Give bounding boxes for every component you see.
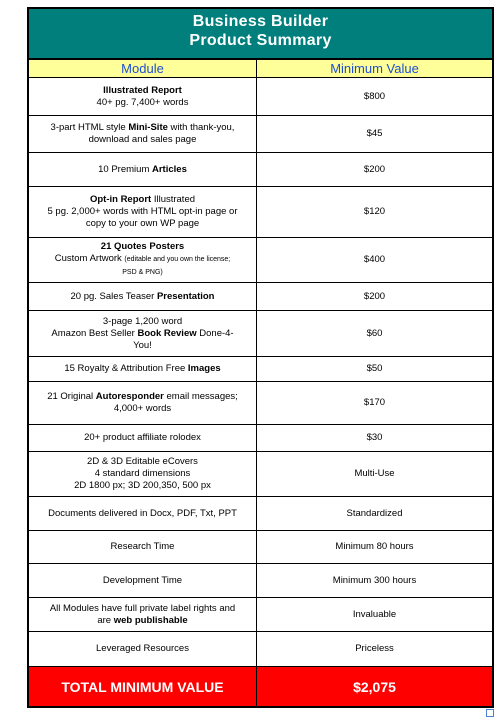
value-cell: $60 bbox=[366, 327, 383, 339]
table-row bbox=[29, 116, 492, 153]
module-text-line bbox=[37, 316, 248, 328]
value-cell: Priceless bbox=[355, 643, 394, 654]
module-text-segment: Book Review bbox=[137, 327, 197, 339]
module-text-segment: Illustrated bbox=[151, 194, 196, 205]
value-cell: $30 bbox=[366, 432, 383, 443]
module-text-segment: 4 standard dimensions bbox=[94, 468, 191, 479]
table-row bbox=[29, 311, 492, 357]
module-text-line bbox=[37, 391, 248, 403]
module-text-line bbox=[37, 575, 248, 587]
module-text-segment: 20 pg. Sales Teaser bbox=[70, 290, 157, 302]
module-text-line bbox=[37, 456, 248, 468]
module-text-line bbox=[37, 508, 248, 520]
module-cell bbox=[29, 357, 257, 381]
title-line-2: Product Summary bbox=[189, 32, 332, 49]
module-cell bbox=[29, 187, 257, 237]
module-text-segment: 3-part HTML style bbox=[50, 122, 129, 133]
module-text-segment: Illustrated Report bbox=[103, 84, 182, 96]
module-text-segment: web publishable bbox=[113, 614, 188, 626]
table-row bbox=[29, 153, 492, 187]
module-cell bbox=[29, 497, 257, 530]
module-text-segment: Opt-in Report bbox=[89, 194, 152, 205]
module-cell bbox=[29, 78, 257, 115]
module-text-segment: You! bbox=[133, 339, 152, 351]
module-cell bbox=[29, 311, 257, 356]
table-row bbox=[29, 238, 492, 283]
module-text-segment: 3-page 1,200 word bbox=[102, 315, 183, 327]
module-text-line bbox=[37, 340, 248, 352]
value-cell: $200 bbox=[363, 163, 386, 175]
table-row bbox=[29, 531, 492, 564]
module-text-segment: 5 pg. 2,000+ words with HTML opt-in page or bbox=[47, 206, 238, 217]
module-text-segment: 21 Quotes Posters bbox=[100, 241, 185, 252]
table-body bbox=[29, 78, 492, 667]
module-text-segment: Articles bbox=[152, 163, 187, 175]
value-cell: Minimum 80 hours bbox=[335, 541, 414, 552]
module-text-segment: are bbox=[97, 614, 114, 626]
table-row bbox=[29, 357, 492, 382]
module-text-line bbox=[37, 468, 248, 480]
value-cell: Invaluable bbox=[352, 608, 397, 620]
title-line-1: Business Builder bbox=[192, 13, 329, 30]
module-text-segment: Autoresponder bbox=[95, 391, 164, 402]
module-text-segment: Presentation bbox=[156, 290, 215, 302]
module-text-segment: 40+ pg. 7,400+ words bbox=[96, 96, 189, 108]
module-text-line bbox=[37, 403, 248, 415]
total-value: $2,075 bbox=[353, 678, 396, 695]
table-row bbox=[29, 382, 492, 425]
module-text-line bbox=[37, 122, 248, 134]
module-text-line bbox=[37, 241, 248, 253]
table-row bbox=[29, 632, 492, 667]
module-text-segment: 4,000+ words bbox=[113, 403, 172, 414]
module-text-line bbox=[37, 253, 248, 266]
module-text-segment: Research Time bbox=[110, 541, 175, 552]
module-text-line bbox=[37, 432, 248, 444]
module-text-segment: 15 Royalty & Attribution Free bbox=[64, 363, 188, 374]
module-cell bbox=[29, 238, 257, 282]
column-header-row bbox=[29, 60, 492, 78]
module-text-line bbox=[37, 218, 248, 230]
module-cell bbox=[29, 382, 257, 424]
module-text-line bbox=[37, 603, 248, 615]
total-label: TOTAL MINIMUM VALUE bbox=[29, 667, 257, 706]
module-text-segment: 10 Premium bbox=[98, 163, 152, 175]
table-row bbox=[29, 187, 492, 238]
module-text-segment: with thank-you, bbox=[167, 122, 235, 133]
module-column-header: Module bbox=[29, 60, 257, 77]
value-cell: Multi-Use bbox=[354, 468, 395, 479]
module-text-segment: email messages; bbox=[163, 391, 238, 402]
module-text-segment: Leveraged Resources bbox=[96, 643, 189, 654]
module-text-segment: PSD & PNG) bbox=[122, 269, 163, 276]
module-text-segment: Mini-Site bbox=[128, 122, 168, 133]
value-cell: $200 bbox=[363, 290, 386, 302]
module-text-segment: 2D 1800 px; 3D 200,350, 500 px bbox=[74, 480, 211, 491]
module-text-segment: Development Time bbox=[102, 574, 183, 586]
table-row bbox=[29, 78, 492, 116]
module-text-line bbox=[37, 615, 248, 627]
module-text-line bbox=[37, 363, 248, 375]
value-cell: $120 bbox=[363, 206, 386, 217]
module-text-line bbox=[37, 541, 248, 553]
table-row bbox=[29, 452, 492, 497]
module-text-segment: 2D & 3D Editable eCovers bbox=[87, 456, 198, 467]
value-cell: Standardized bbox=[346, 507, 403, 519]
module-text-segment: All Modules have full private label rights and bbox=[49, 602, 236, 614]
module-text-segment: copy to your own WP page bbox=[85, 218, 200, 229]
module-text-line bbox=[37, 480, 248, 492]
module-text-segment: Done-4- bbox=[196, 327, 234, 339]
module-cell bbox=[29, 531, 257, 563]
module-cell bbox=[29, 116, 257, 152]
module-text-segment: Images bbox=[187, 363, 221, 374]
value-cell: $45 bbox=[366, 128, 383, 139]
module-cell bbox=[29, 598, 257, 631]
module-text-line bbox=[37, 266, 248, 279]
module-cell bbox=[29, 425, 257, 451]
table-row bbox=[29, 425, 492, 452]
value-column-header: Minimum Value bbox=[330, 61, 419, 76]
module-text-segment: download and sales page bbox=[88, 134, 197, 145]
module-text-line bbox=[37, 206, 248, 218]
module-cell bbox=[29, 452, 257, 496]
value-cell: $170 bbox=[363, 397, 386, 408]
module-text-segment: Custom Artwork bbox=[54, 253, 125, 264]
module-cell bbox=[29, 283, 257, 310]
module-text-line bbox=[37, 328, 248, 340]
value-cell: $400 bbox=[363, 254, 386, 265]
module-text-segment: 21 Original bbox=[47, 391, 96, 402]
table-row bbox=[29, 598, 492, 632]
module-text-segment: (editable and you own the license; bbox=[124, 256, 231, 263]
total-row bbox=[29, 667, 492, 706]
module-text-line bbox=[37, 164, 248, 176]
value-cell: $800 bbox=[363, 90, 386, 102]
module-text-line bbox=[37, 643, 248, 655]
table-row bbox=[29, 283, 492, 311]
resize-handle[interactable] bbox=[486, 709, 494, 717]
module-cell bbox=[29, 632, 257, 666]
module-text-line bbox=[37, 97, 248, 109]
module-text-segment: Amazon Best Seller bbox=[51, 327, 138, 339]
module-text-segment: Documents delivered in Docx, PDF, Txt, PPT bbox=[48, 507, 237, 519]
product-summary-table bbox=[27, 7, 494, 708]
value-cell: $50 bbox=[366, 363, 383, 374]
module-text-segment: 20+ product affiliate rolodex bbox=[84, 432, 201, 443]
module-cell bbox=[29, 564, 257, 597]
module-text-line bbox=[37, 85, 248, 97]
value-cell: Minimum 300 hours bbox=[332, 574, 417, 586]
module-text-line bbox=[37, 291, 248, 303]
module-cell bbox=[29, 153, 257, 186]
module-text-line bbox=[37, 194, 248, 206]
table-row bbox=[29, 497, 492, 531]
table-title bbox=[29, 9, 492, 60]
module-text-line bbox=[37, 134, 248, 146]
table-row bbox=[29, 564, 492, 598]
